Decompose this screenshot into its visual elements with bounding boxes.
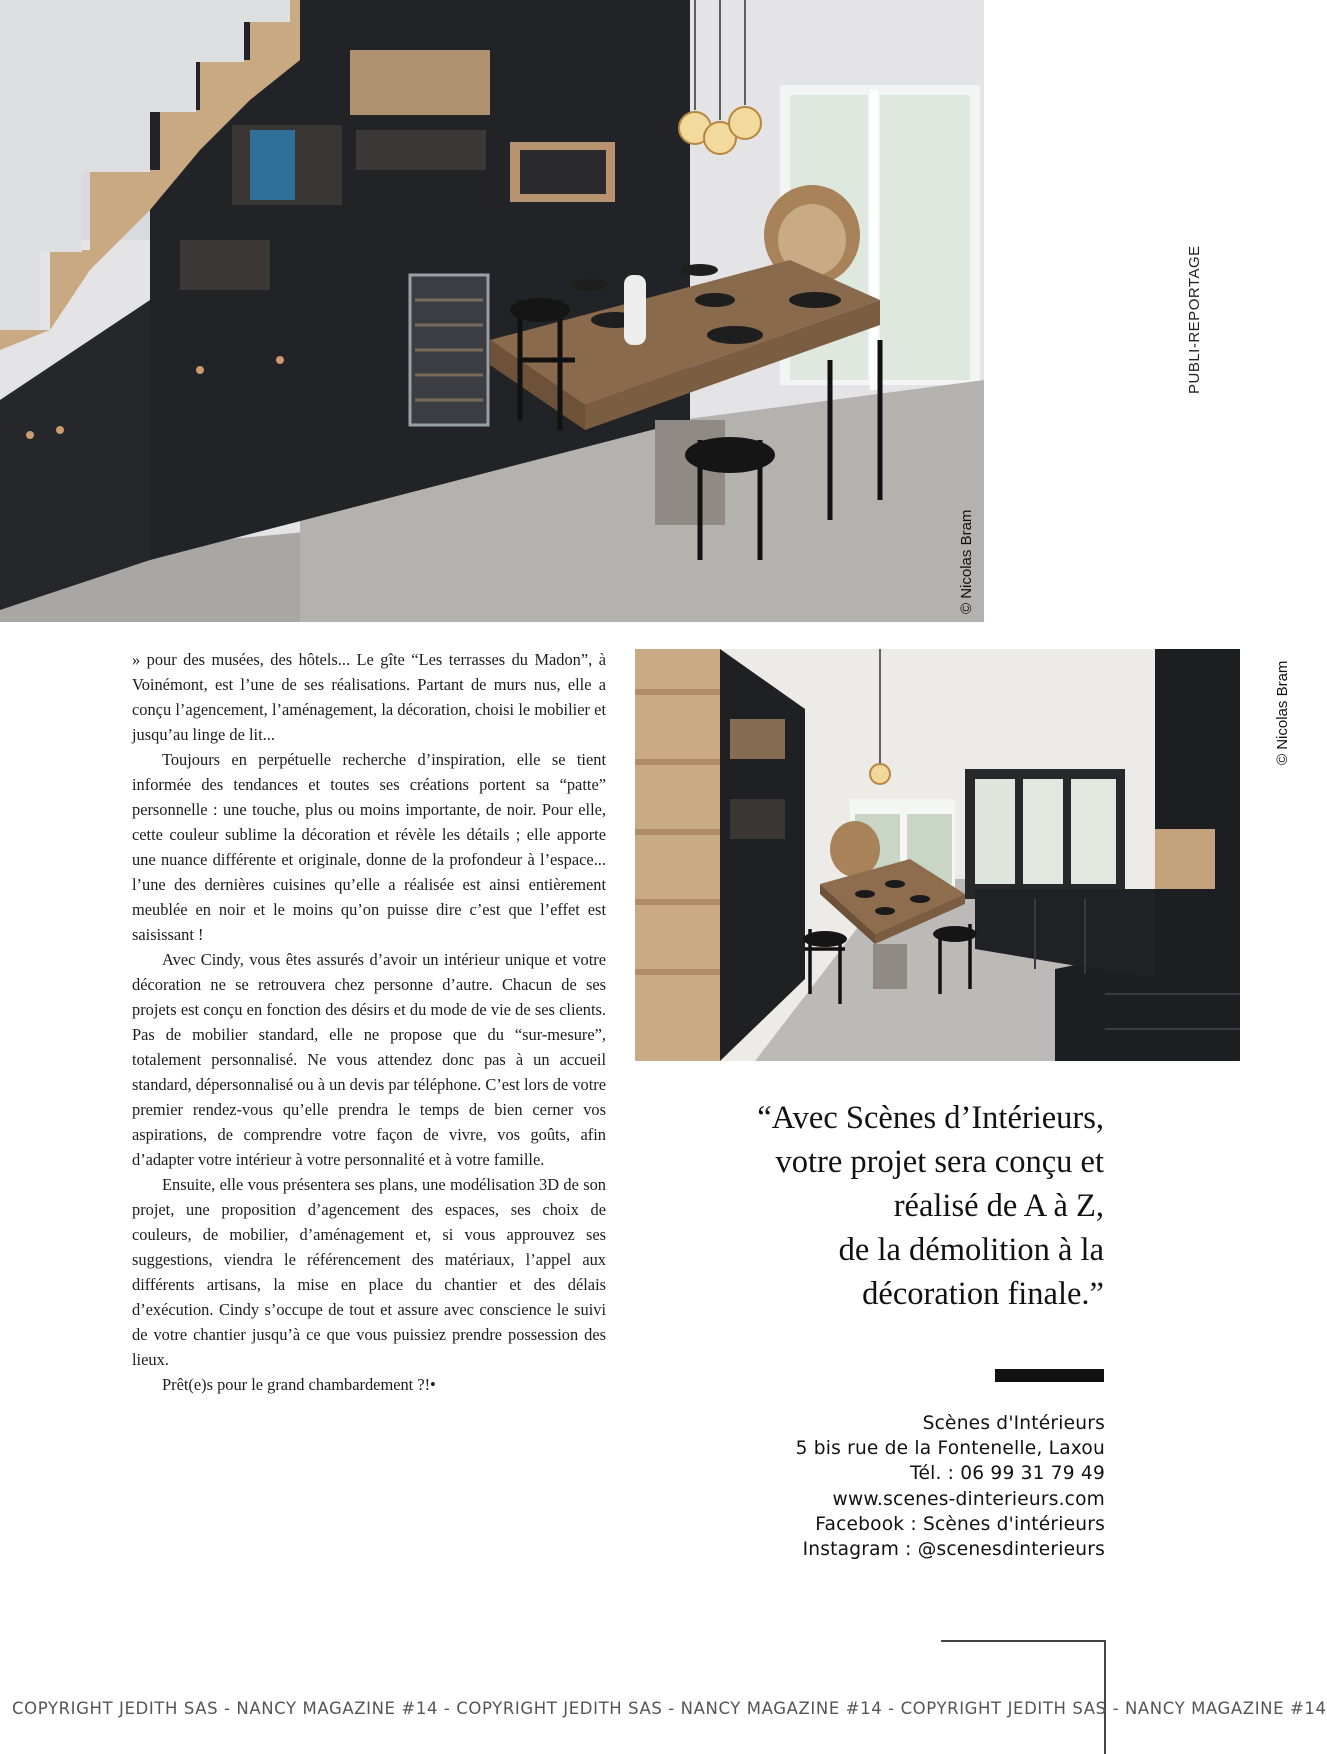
- article-paragraph: Avec Cindy, vous êtes assurés d’avoir un intérieur unique et votre décoration ne se retrouvera chez personne d’autre. Chacun de ses projets est conçu en fonction des désirs et du mode de vie de ses clients. Pas de mobilier standard, elle ne propose que du “sur-mesure”, totalement personnalisé. Ne vous attendez donc pas à un accueil standard, dépersonnalisé ou à un devis par téléphone. C’est lors de votre premier rendez-vous qu’elle prendra le temps de bien cerner vos aspirations, de comprendre votre façon de vivre, vos goûts, afin d’adapter votre intérieur à votre personnalité et à votre famille.: [132, 950, 606, 1169]
- pull-quote-line: réalisé de A à Z,: [893, 1188, 1104, 1224]
- footer-corner-line-vertical: [1104, 1640, 1106, 1754]
- article-paragraph: Ensuite, elle vous présentera ses plans, une modélisation 3D de son projet, une proposition d’agencement des espaces, ses choix de couleurs, de mobilier, d’aménagement et, si vous approuvez ses suggestions, viendra le référencement des matériaux, l’appel aux différents artisans, la mise en place du chantier et des délais d’exécution. Cindy s’occupe de tout et assure avec conscience le suivi de votre chantier jusqu’à ce que vous puissiez prendre possession des lieux.: [132, 1175, 606, 1369]
- pull-quote-line: votre projet sera conçu et: [775, 1144, 1104, 1180]
- hero-photo: [0, 0, 984, 622]
- contact-phone: Tél. : 06 99 31 79 49: [910, 1463, 1105, 1485]
- pull-quote: [640, 1096, 1104, 1316]
- kitchen-photo-illustration: [635, 649, 1240, 1061]
- hero-photo-illustration: [0, 0, 984, 622]
- publi-reportage-tag: PUBLI-REPORTAGE: [1186, 245, 1203, 394]
- hero-photo-credit: © Nicolas Bram: [958, 509, 975, 614]
- contact-facebook[interactable]: Facebook : Scènes d'intérieurs: [815, 1513, 1105, 1535]
- contact-address: 5 bis rue de la Fontenelle, Laxou: [795, 1438, 1105, 1460]
- contact-block: [700, 1411, 1105, 1562]
- quote-divider-bar: [995, 1369, 1104, 1382]
- pull-quote-line: “Avec Scènes d’Intérieurs,: [757, 1100, 1104, 1136]
- contact-instagram[interactable]: Instagram : @scenesdinterieurs: [802, 1539, 1105, 1561]
- kitchen-photo-credit: © Nicolas Bram: [1274, 660, 1291, 765]
- article-paragraph: » pour des musées, des hôtels... Le gîte “Les terrasses du Madon”, à Voinémont, est l’une de ses réalisations. Partant de murs nus, elle a conçu l’agencement, l’aménagement, la décoration, choisi le mobilier et jusqu’au linge de lit...: [132, 650, 606, 744]
- article-paragraph: Prêt(e)s pour le grand chambardement ?!•: [162, 1375, 436, 1394]
- copyright-footer: COPYRIGHT JEDITH SAS - NANCY MAGAZINE #14 - COPYRIGHT JEDITH SAS - NANCY MAGAZINE #14 - COPYRIGHT JEDITH SAS - NANCY MAGAZINE #14: [12, 1699, 1327, 1718]
- pull-quote-line: décoration finale.”: [862, 1276, 1104, 1312]
- article-body: [132, 647, 606, 1397]
- footer-corner-line-horizontal: [941, 1640, 1105, 1642]
- pull-quote-line: de la démolition à la: [838, 1232, 1104, 1268]
- kitchen-photo: [635, 649, 1291, 1061]
- contact-company-name: Scènes d'Intérieurs: [922, 1413, 1105, 1434]
- article-paragraph: Toujours en perpétuelle recherche d’inspiration, elle se tient informée des tendances et toutes ses créations portent sa “patte” personnelle : une touche, plus ou moins importante, de noir. Pour elle, cette couleur sublime la décoration et révèle les détails ; elle apporte une nuance différente et originale, donne de la profondeur à l’espace... l’une des dernières cuisines qu’elle a réalisée est ainsi entièrement meublée en noir et le moins qu’on puisse dire c’est que l’effet est saisissant !: [132, 750, 606, 944]
- contact-website-link[interactable]: www.scenes-dinterieurs.com: [832, 1488, 1105, 1510]
